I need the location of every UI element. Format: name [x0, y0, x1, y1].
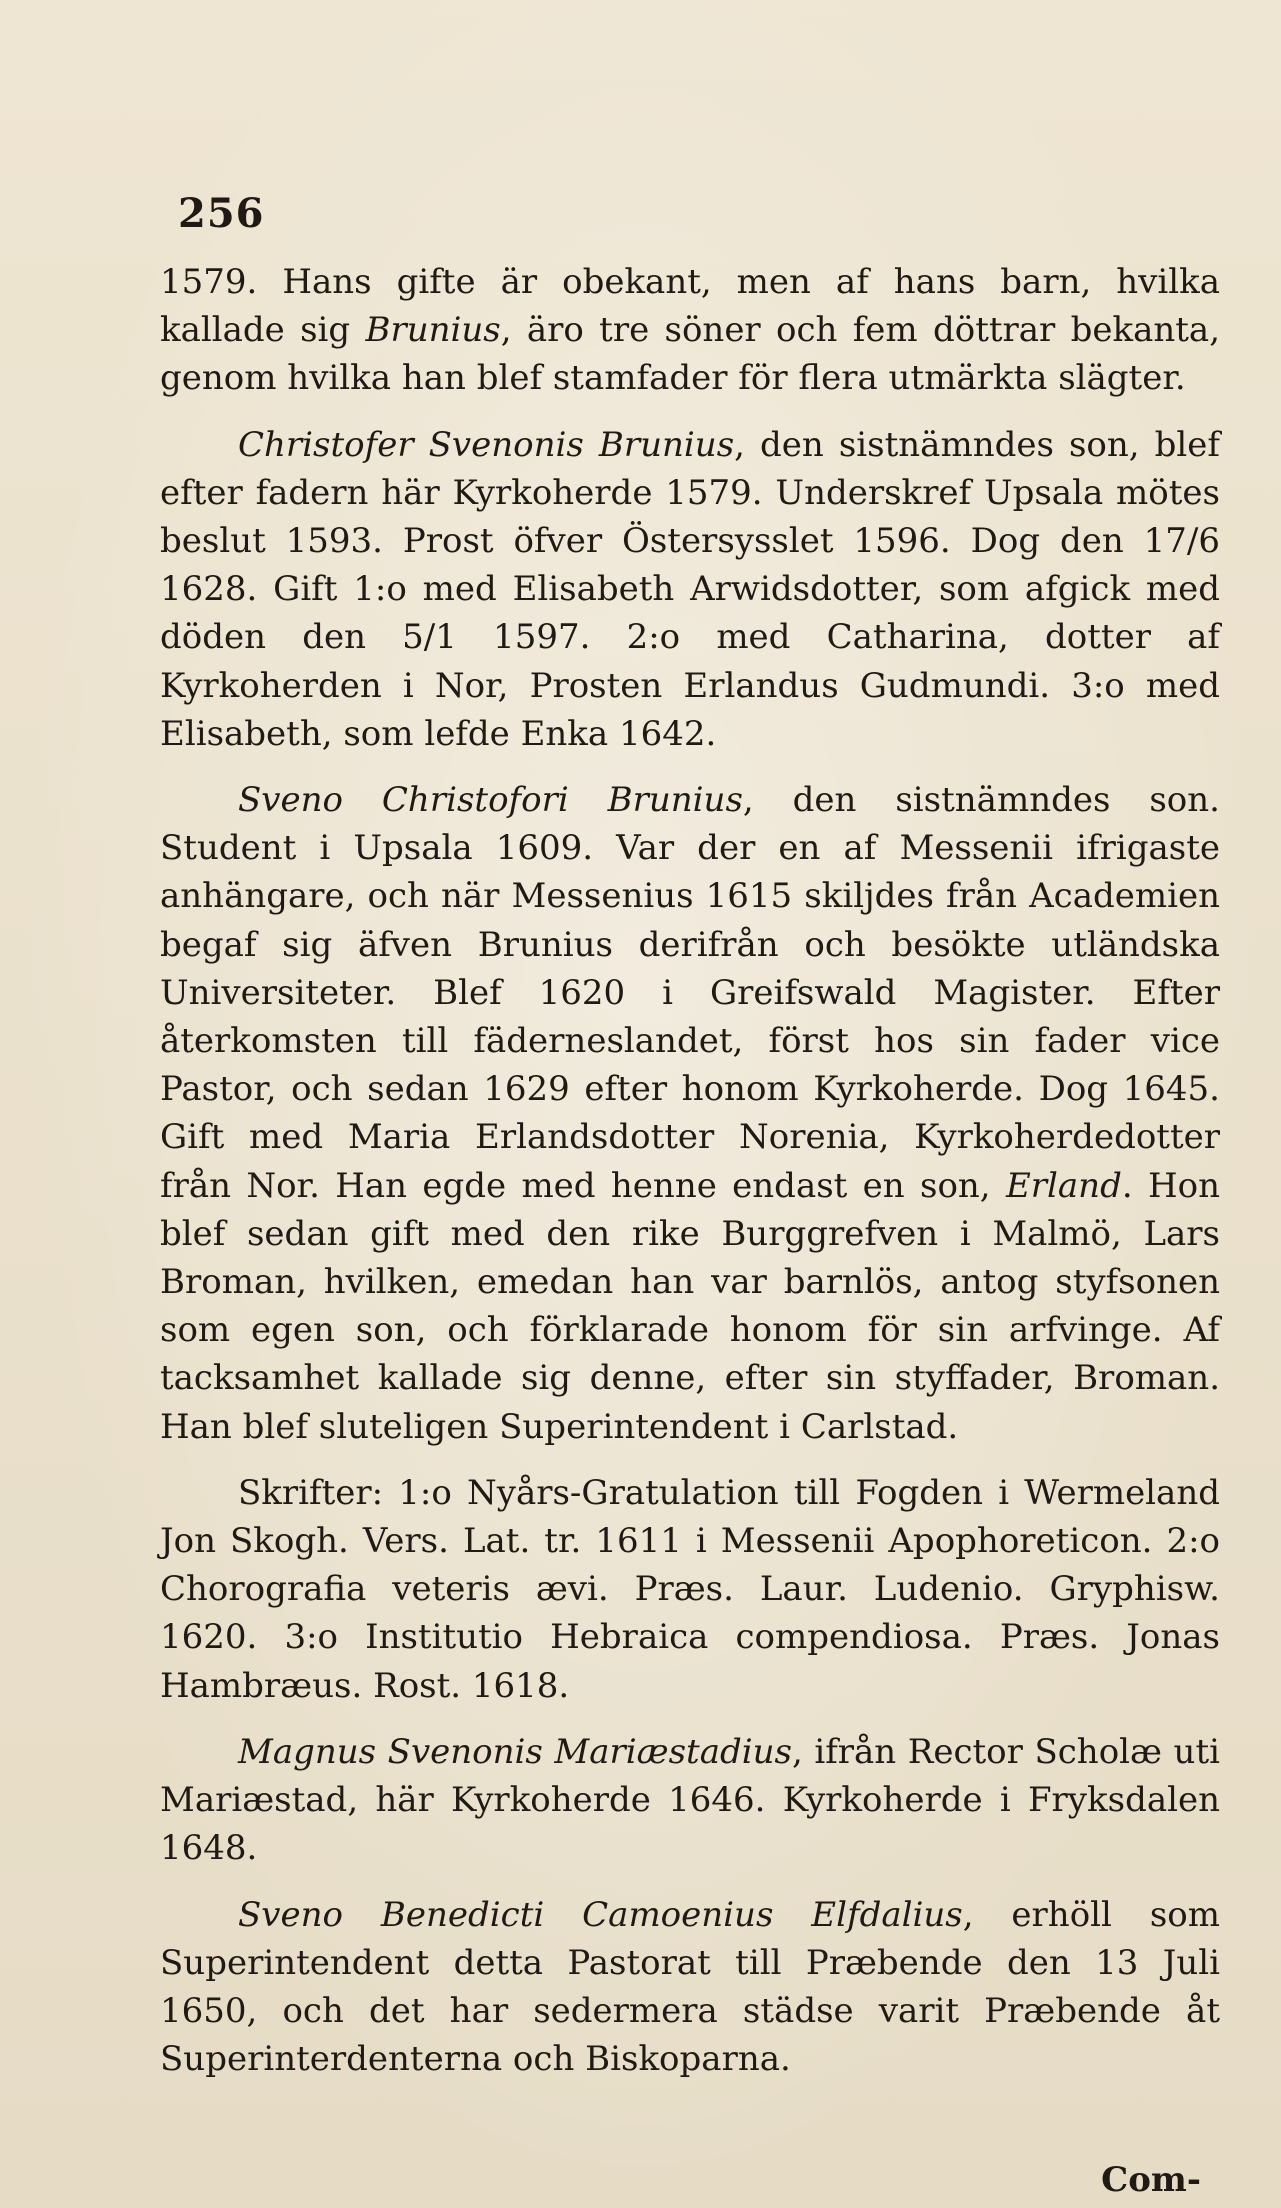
text-run: , den sistnämndes son, blef efter fadern här Kyrkoherde 1579. Underskref Upsala mötes beslut 1593. Prost öfver Östersysslet 1596. Dog den 17/6 1628. Gift 1:o med Elisabeth Arwidsdotter, som afgick med döden den 5/1 1597. 2:o med Catharina, dotter af Kyrkoherden i Nor, Prosten Erlandus Gudmundi. 3:o med Elisabeth, som lefde Enka 1642. — [160, 424, 1220, 754]
paragraph-3 — [160, 776, 1220, 1451]
catchword: Com- — [1101, 2160, 1201, 2200]
text-run: . Hon blef sedan gift med den rike Burggrefven i Malmö, Lars Broman, hvilken, emedan han var barnlös, antog styfsonen som egen son, och förklarade honom för sin arfvinge. Af tacksamhet kallade sig denne, efter sin styffader, Broman. Han blef sluteligen Superintendent i Carlstad. — [160, 1165, 1220, 1447]
text-run: Skrifter: 1:o Nyårs-Gratulation till Fogden i Wermeland Jon Skogh. Vers. Lat. tr. 1611 i Messenii Apophoreticon. 2:o Chorografia veteris ævi. Præs. Laur. Ludenio. Gryphisw. 1620. 3:o Institutio Hebraica compendiosa. Præs. Jonas Hambræus. Rost. 1618. — [160, 1472, 1220, 1706]
paragraph-2 — [160, 421, 1220, 758]
italic-name: Brunius — [365, 310, 501, 351]
text-run: , erhöll som Superintendent detta Pastorat till Præbende den 13 Juli 1650, och det har sedermera städse varit Præbende åt Superinterdenterna och Biskoparna. — [160, 1894, 1220, 2080]
italic-name: Sveno Christofori Brunius — [238, 780, 743, 821]
paragraph-6 — [160, 1891, 1220, 2084]
italic-name: Sveno Benedicti Camoenius Elfdalius — [238, 1894, 963, 1935]
paragraph-4 — [160, 1469, 1220, 1710]
page-number: 256 — [178, 190, 265, 237]
italic-name: Magnus Svenonis Mariæstadius — [238, 1731, 792, 1772]
text-run: , äro tre söner och fem döttrar bekanta, genom hvilka han blef stamfader för flera utmärkta slägter. — [160, 310, 1220, 399]
text-block — [160, 258, 1220, 2101]
text-run: , den sistnämndes son. Student i Upsala 1609. Var der en af Messenii ifrigaste anhängare, och när Messenius 1615 skiljdes från Academien begaf sig äfven Brunius derifrån och besökte utländska Universiteter. Blef 1620 i Greifswald Magister. Efter återkomsten till fäderneslandet, först hos sin fader vice Pastor, och sedan 1629 efter honom Kyrkoherde. Dog 1645. Gift med Maria Erlandsdotter Norenia, Kyrkoherdedotter från Nor. Han egde med henne endast en son, — [160, 780, 1220, 1206]
paragraph-5 — [160, 1728, 1220, 1873]
italic-name: Christofer Svenonis Brunius — [238, 424, 735, 465]
paragraph-1 — [160, 258, 1220, 403]
text-run: 1579. Hans gifte är obekant, men af hans barn, hvilka kallade sig — [160, 262, 1220, 351]
text-run: , ifrån Rector Scholæ uti Mariæstad, här Kyrkoherde 1646. Kyrkoherde i Fryksdalen 1648. — [160, 1731, 1220, 1869]
italic-name: Erland — [1005, 1165, 1122, 1206]
